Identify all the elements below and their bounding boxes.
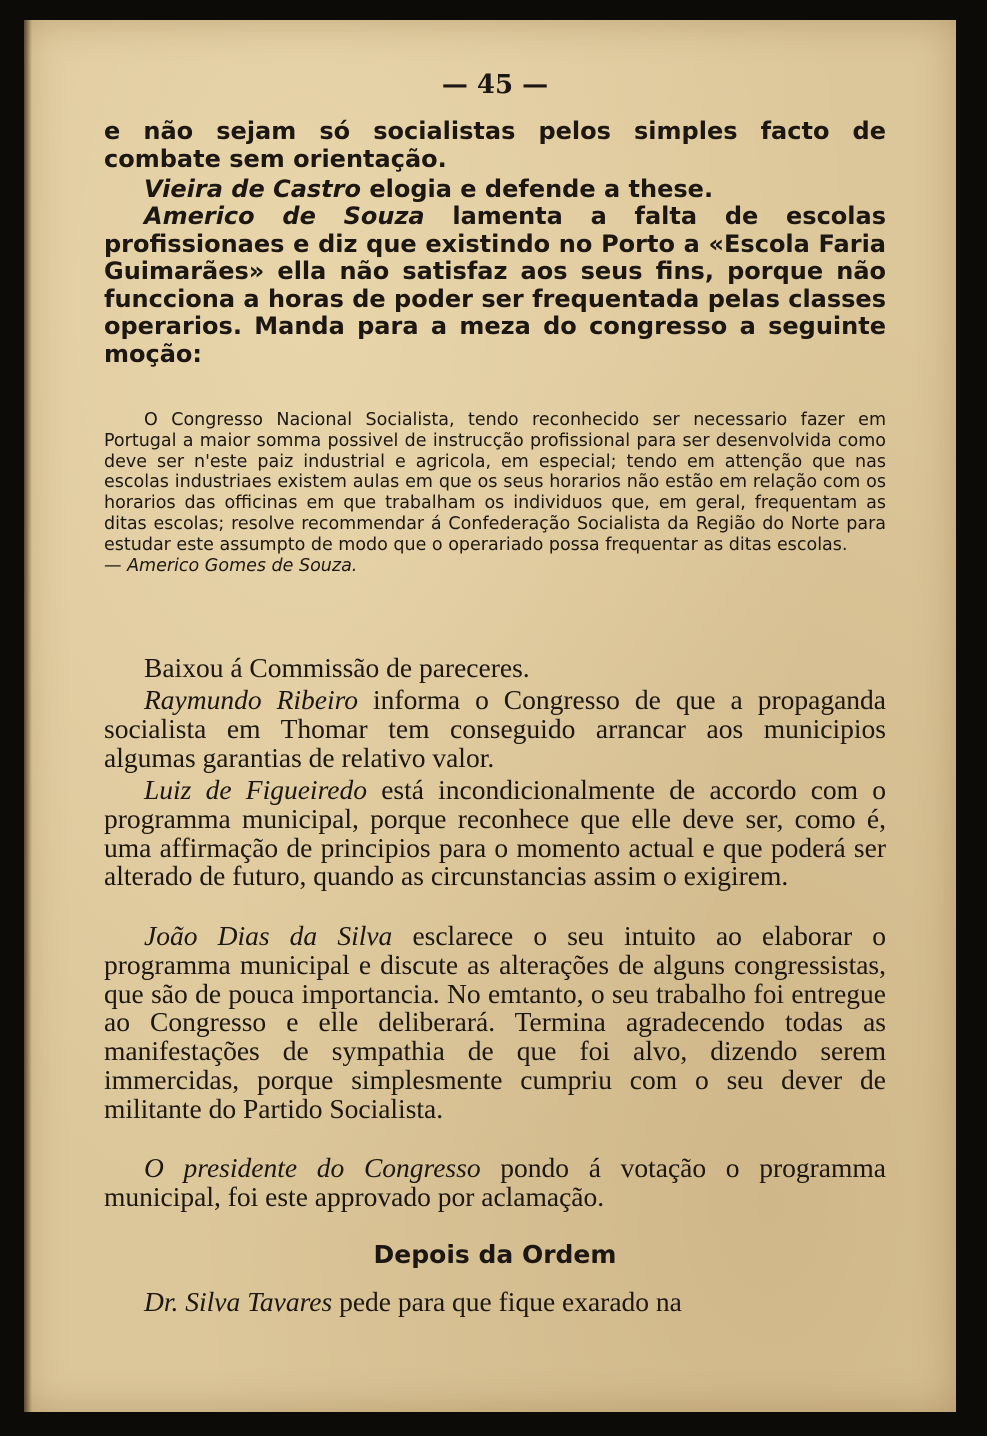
page-number: — 45 — [441,70,549,100]
paragraph-commission: Baixou á Commissão de pareceres. [144,652,530,683]
speaker-name: João Dias da Silva [144,920,393,951]
page-spine-shadow [24,20,32,1412]
paragraph-americo-de-souza: Americo de Souza lamenta a falta de escolas profissionaes e diz que existindo no Porto a «Escola Faria Guimarães» ella não satisfaz aos seus fins, porque não funcciona a horas de poder ser frequentada pelas classes operarios. Manda para a meza do congresso a seguinte moção: [104,202,887,368]
paragraph-presidente: O presidente do Congresso pondo á votação o programma municipal, foi este approvado por aclamação. [104,1152,886,1212]
paragraph-joao-dias-da-silva: João Dias da Silva esclarece o seu intuito ao elaborar o programma municipal e discute as alterações de alguns congressistas, que são de pouca importancia. No emtanto, o seu trabalho foi entregue ao Congresso e elle deliberará. Termina agradecendo todas as manifestações de sympathia de que foi alvo, dizendo serem immercidas, porque simplesmente cumpriu com o seu dever de militante do Partido Socialista. [104,920,886,1124]
speaker-name: Americo de Souza [144,202,425,230]
speaker-name: Luiz de Figueiredo [144,774,367,805]
book-page [24,20,956,1412]
paragraph-silva-tavares: Dr. Silva Tavares pede para que fique exarado na [144,1286,682,1317]
speaker-name: O presidente do Congresso [144,1152,481,1183]
speaker-name: Raymundo Ribeiro [144,684,359,715]
speaker-name: Vieira de Castro [144,175,361,203]
speaker-name: Dr. Silva Tavares [144,1286,333,1317]
motion-text: O Congresso Nacional Socialista, tendo reconhecido ser necessario fazer em Portugal a maior somma possivel de instrucção profissional para ser desenvolvida como deve ser n'este paiz industrial e agricola, em especial; tendo em attenção que nas escolas industriaes existem aulas em que os seus horarios não estão em relação com os horarios das officinas em que trabalham os individuos que, em geral, frequentam as ditas escolas; resolve recommendar á Confederação Socialista da Região do Norte para estudar este assumpto de modo que o operariado possa frequentar as ditas escolas. — Americo Gomes de Souza. [104,410,886,576]
paragraph-vieira-de-castro: Vieira de Castro elogia e defende a these. [144,175,714,203]
paragraph-opening: e não sejam só socialistas pelos simples facto de combate sem orientação. [104,117,886,173]
paragraph-raymundo-ribeiro: Raymundo Ribeiro informa o Congresso de que a propaganda socialista em Thomar tem conseguido arrancar aos municipios algumas garantias de relativo valor. [104,684,886,773]
section-heading: Depois da Ordem [373,1240,617,1269]
paragraph-luiz-de-figueiredo: Luiz de Figueiredo está incondicionalmente de accordo com o programma municipal, porque reconhece que elle deve ser, como é, uma affirmação de principios para o momento actual e que poderá ser alterado de futuro, quando as circunstancias assim o exigirem. [104,774,887,892]
motion-signature: — Americo Gomes de Souza. [104,555,358,576]
